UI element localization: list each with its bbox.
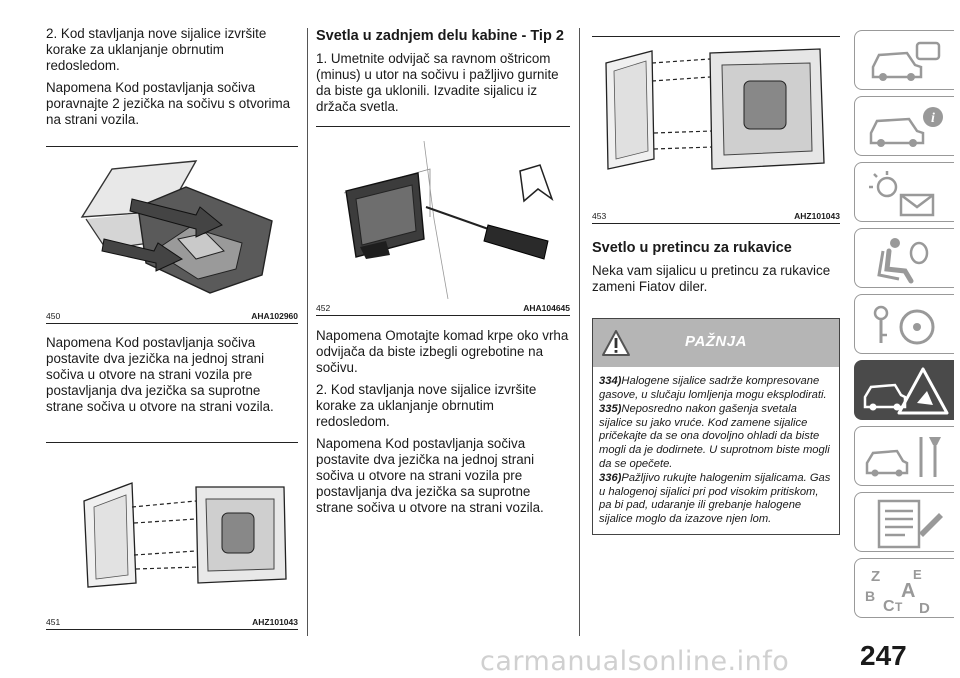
warning-item-336 [599, 472, 831, 526]
svg-text:i: i [931, 111, 935, 126]
index-letter: B [865, 588, 876, 604]
checklist-icon [855, 493, 955, 553]
warning-body [593, 367, 839, 534]
tab-lights-messages[interactable] [854, 162, 954, 222]
index-letter: T [895, 600, 903, 614]
tab-starting-driving[interactable] [854, 294, 954, 354]
figure-code: AHA102960 [251, 311, 298, 321]
lamp-lens-removal-illustration [46, 147, 298, 307]
watermark: carmanualsonline.info [480, 646, 790, 677]
warning-header [593, 319, 839, 367]
index-letter: E [913, 567, 922, 582]
lens-tab-alignment-illustration [46, 443, 298, 613]
figure-code: AHZ101043 [252, 617, 298, 627]
warning-item-number: 336) [599, 472, 622, 485]
warning-item-number: 334) [599, 375, 622, 387]
car-warning-triangle-icon [855, 361, 955, 421]
alphabet-index-icon [855, 559, 955, 619]
figure-number: 450 [46, 311, 61, 321]
figure-451-caption [46, 617, 298, 627]
warning-item-text: Pažljivo rukujte halogenim sijalicama. Gas u halogenoj sijalici pri pod visokim pritiskom, pa bi pad, udaranje ili grebanje halogene sijalice moglo da izazove njen lom. [599, 472, 831, 525]
index-letter: C [883, 598, 895, 615]
col2-step-1: 1. Umetnite odvijač sa ravnom oštricom (minus) u utor na sočivu i pažljivo gurnite da biste ga uklonili. Izvadite sijalicu iz držača svetla. [316, 51, 559, 114]
warning-item-number: 335) [599, 403, 622, 416]
tab-index[interactable] [854, 558, 954, 618]
index-letter: Z [871, 568, 881, 585]
car-info-icon [855, 97, 955, 157]
column-divider [579, 28, 580, 636]
figure-number: 451 [46, 617, 61, 627]
figure-code: AHA104645 [523, 303, 570, 313]
figure-code: AHZ101043 [794, 211, 840, 221]
car-dashboard-icon [855, 31, 955, 91]
figure-450 [46, 146, 298, 324]
index-letter: A [901, 580, 916, 602]
figure-452 [316, 126, 570, 316]
section-heading-cabin-lights: Svetla u zadnjem delu kabine - Tip 2 [316, 28, 564, 44]
col1-step-2: 2. Kod stavljanja nove sijalice izvršite korake za uklanjanje obrnutim redosledom. [46, 26, 267, 73]
col1-note-2: Napomena Kod postavljanja sočiva postavite dva jezička na jednoj strani sočiva u otvore na strani vozila pre postavljanja dva jezička sa suprotne strane sočiva u otvore na strani vozila. [46, 335, 274, 414]
tab-maintenance[interactable] [854, 426, 954, 486]
col2-note-2: Napomena Kod postavljanja sočiva postavite dva jezička na jednoj strani sočiva u otvore na strani vozila pre postavljanja dva jezička sa suprotne strane sočiva u otvore na strani vozila. [316, 436, 544, 515]
warning-title: PAŽNJA [685, 333, 747, 350]
warning-item-335 [599, 403, 831, 471]
figure-451 [46, 442, 298, 630]
warning-box [592, 318, 840, 535]
col3-paragraph: Neka vam sijalicu u pretincu za rukavice zameni Fiatov diler. [592, 263, 831, 294]
tab-car-dashboard[interactable] [854, 30, 954, 90]
warning-item-334 [599, 375, 831, 402]
page-number: 247 [860, 640, 907, 671]
col2-step-2: 2. Kod stavljanja nove sijalice izvršite korake za uklanjanje obrnutim redosledom. [316, 382, 537, 429]
light-mail-icon [855, 163, 955, 223]
seat-airbag-icon [855, 229, 955, 289]
figure-number: 453 [592, 211, 607, 221]
figure-453-caption [592, 211, 840, 221]
figure-number: 452 [316, 303, 331, 313]
tab-technical-data[interactable] [854, 492, 954, 552]
car-tools-icon [855, 427, 955, 487]
glovebox-lamp-illustration [592, 37, 840, 207]
figure-452-caption [316, 303, 570, 313]
screwdriver-lens-removal-illustration [316, 127, 570, 299]
col1-note-1: Napomena Kod postavljanja sočiva poravnajte 2 jezička na sočivu s otvorima na strani vozila. [46, 80, 291, 127]
column-divider [307, 28, 308, 636]
warning-item-text: Halogene sijalice sadrže kompresovane gasove, u slučaju lomljenja mogu eksplodirati. [599, 375, 827, 401]
warning-item-text: Neposredno nakon gašenja svetala sijalice su jako vruće. Kod zamene sijalice pričekajte da se ona dovoljno ohladi da biste mogli da je dodirnete. U suprotnom biste mogli da se opečete. [599, 403, 830, 470]
col2-note-1: Napomena Omotajte komad krpe oko vrha odvijača da biste izbegli ogrebotine na sočivu. [316, 328, 569, 375]
section-heading-glovebox-light: Svetlo u pretincu za rukavice [592, 240, 792, 256]
tab-seat-safety[interactable] [854, 228, 954, 288]
index-letter: D [919, 600, 930, 617]
tab-car-info[interactable] [854, 96, 954, 156]
figure-453 [592, 36, 840, 224]
tab-emergency[interactable] [854, 360, 954, 420]
figure-450-caption [46, 311, 298, 321]
key-steering-icon [855, 295, 955, 355]
